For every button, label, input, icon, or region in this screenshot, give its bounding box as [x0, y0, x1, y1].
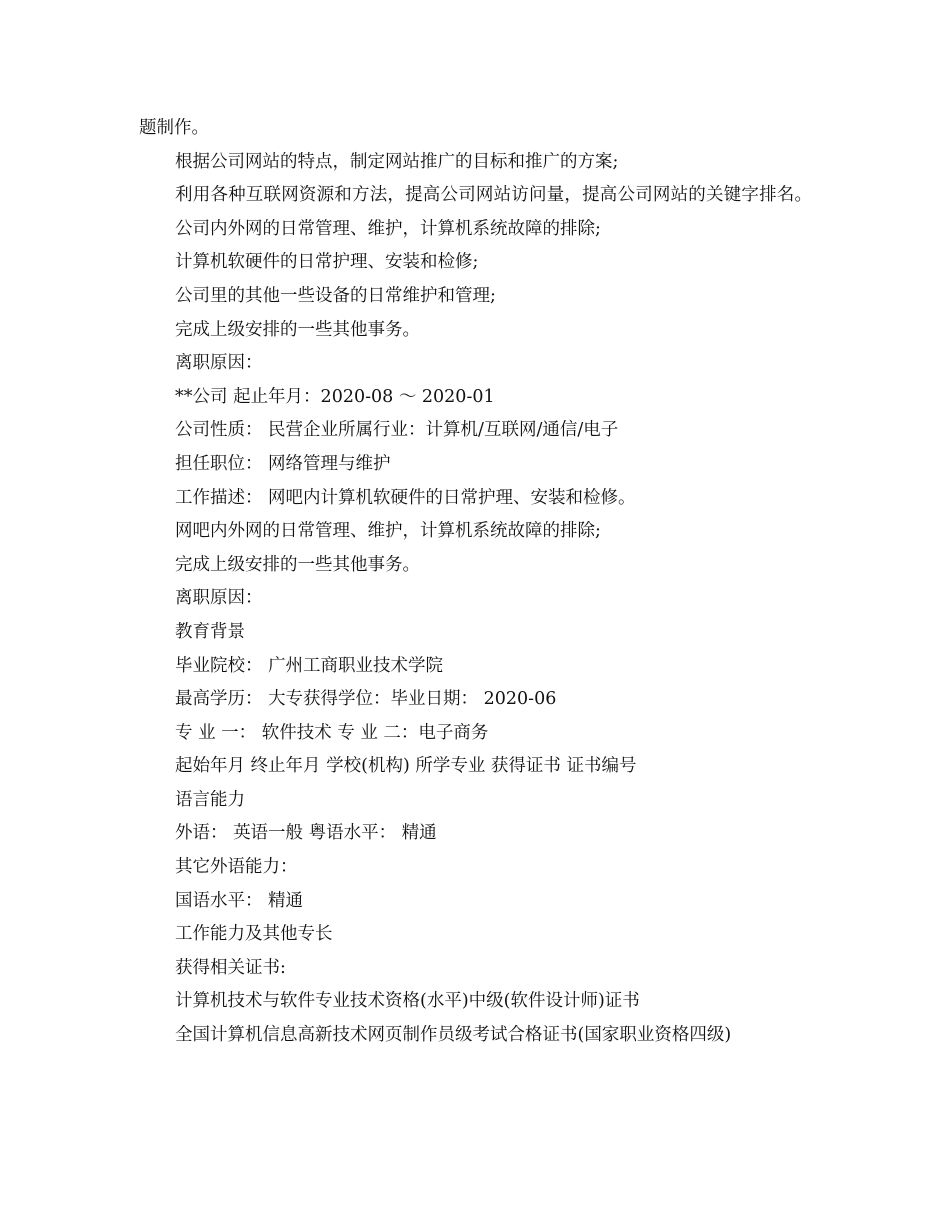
paragraph: 公司性质： 民营企业所属行业：计算机/互联网/通信/电子 [175, 420, 619, 441]
paragraph: 网吧内外网的日常管理、维护，计算机系统故障的排除; [175, 521, 601, 542]
paragraph: 离职原因： [175, 588, 263, 609]
paragraph: 全国计算机信息高新技术网页制作员级考试合格证书(国家职业资格四级) [175, 1025, 732, 1046]
paragraph: 公司里的其他一些设备的日常维护和管理; [175, 285, 496, 306]
paragraph: 利用各种互联网资源和方法，提高公司网站访问量，提高公司网站的关键字排名。 [175, 185, 813, 206]
paragraph: 起始年月 终止年月 学校(机构) 所学专业 获得证书 证书编号 [175, 756, 637, 777]
paragraph: 外语： 英语一般 粤语水平： 精通 [175, 823, 437, 844]
paragraph: 计算机软硬件的日常护理、安装和检修; [175, 252, 479, 273]
paragraph: 完成上级安排的一些其他事务。 [175, 319, 420, 340]
paragraph: 计算机技术与软件专业技术资格(水平)中级(软件设计师)证书 [175, 991, 640, 1012]
paragraph: 根据公司网站的特点，制定网站推广的目标和推广的方案; [175, 151, 619, 172]
paragraph: 公司内外网的日常管理、维护，计算机系统故障的排除; [175, 218, 601, 239]
paragraph: 最高学历： 大专获得学位：毕业日期： 2020-06 [175, 689, 557, 710]
paragraph: 毕业院校： 广州工商职业技术学院 [175, 655, 444, 676]
section-heading: 工作能力及其他专长 [175, 924, 333, 945]
section-heading: 教育背景 [175, 621, 245, 642]
paragraph: 工作描述： 网吧内计算机软硬件的日常护理、安装和检修。 [175, 487, 636, 508]
paragraph: **公司 起止年月：2020-08 ～ 2020-01 [175, 386, 495, 407]
paragraph-continuation: 题制作。 [139, 118, 209, 138]
paragraph: 国语水平： 精通 [175, 890, 304, 911]
paragraph: 离职原因： [175, 353, 263, 374]
section-heading: 语言能力 [175, 789, 245, 810]
paragraph: 专 业 一： 软件技术 专 业 二：电子商务 [175, 722, 489, 743]
document-body [139, 112, 814, 1053]
paragraph: 担任职位： 网络管理与维护 [175, 453, 391, 474]
paragraph: 获得相关证书: [175, 957, 286, 978]
paragraph: 其它外语能力： [175, 857, 298, 878]
paragraph: 完成上级安排的一些其他事务。 [175, 554, 420, 575]
